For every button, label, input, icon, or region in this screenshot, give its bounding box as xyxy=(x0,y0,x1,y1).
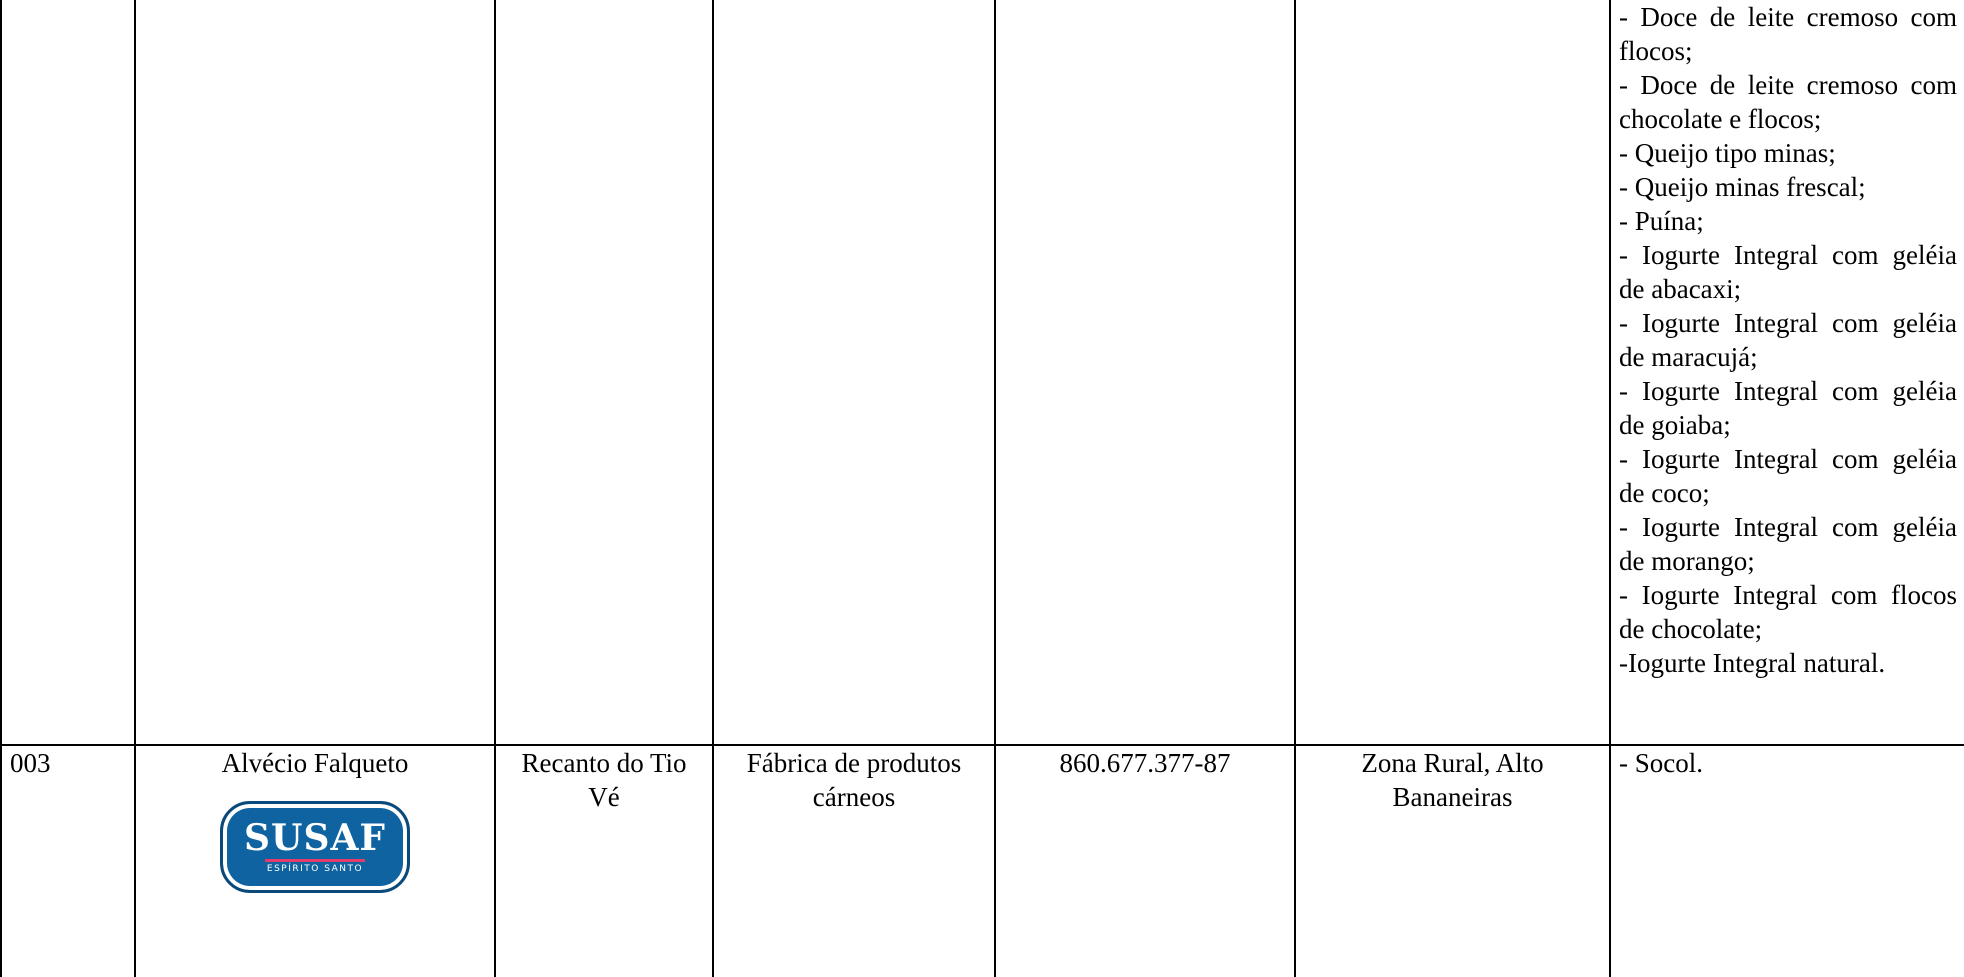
list-item: - Socol. xyxy=(1619,748,1703,778)
seal-title: SUSAF xyxy=(244,816,386,859)
list-item: - Queijo minas frescal; xyxy=(1619,172,1866,202)
cell-document xyxy=(995,745,1295,977)
seal-accent-bar xyxy=(265,859,365,862)
address: Zona Rural, Alto Bananeiras xyxy=(1361,748,1544,812)
susaf-seal-logo xyxy=(220,801,410,893)
product-list xyxy=(1619,0,1957,680)
list-item: - Iogurte Integral com flocos de chocolate; xyxy=(1619,580,1957,644)
cell-number xyxy=(1,0,135,745)
seal-wrap xyxy=(144,801,486,893)
cell-owner xyxy=(135,0,495,745)
cell-activity xyxy=(713,0,995,745)
table-row xyxy=(1,0,1964,745)
seal-subtitle: ESPÍRITO SANTO xyxy=(266,863,364,874)
table-row xyxy=(1,745,1964,977)
cell-address xyxy=(1295,0,1610,745)
cell-owner xyxy=(135,745,495,977)
activity-description: Fábrica de produtos cárneos xyxy=(746,748,962,812)
list-item: -Iogurte Integral natural. xyxy=(1619,648,1886,678)
cell-products xyxy=(1610,0,1964,745)
list-item: - Doce de leite cremoso com flocos; xyxy=(1619,2,1957,66)
document-number: 860.677.377-87 xyxy=(1059,748,1231,778)
list-item: - Iogurte Integral com geléia de maracujá; xyxy=(1619,308,1957,372)
establishment-name: Recanto do Tio Vé xyxy=(521,748,687,812)
cell-address xyxy=(1295,745,1610,977)
owner-name: Alvécio Falqueto xyxy=(221,748,409,778)
list-item: - Doce de leite cremoso com chocolate e flocos; xyxy=(1619,70,1957,134)
cell-number xyxy=(1,745,135,977)
list-item: - Iogurte Integral com geléia de abacaxi; xyxy=(1619,240,1957,304)
list-item: - Puína; xyxy=(1619,206,1704,236)
cell-establishment xyxy=(495,745,713,977)
list-item: - Queijo tipo minas; xyxy=(1619,138,1836,168)
cell-document xyxy=(995,0,1295,745)
cell-products xyxy=(1610,745,1964,977)
list-item: - Iogurte Integral com geléia de morango; xyxy=(1619,512,1957,576)
list-item: - Iogurte Integral com geléia de coco; xyxy=(1619,444,1957,508)
product-list xyxy=(1619,746,1957,780)
record-number: 003 xyxy=(10,748,51,778)
cell-activity xyxy=(713,745,995,977)
list-item: - Iogurte Integral com geléia de goiaba; xyxy=(1619,376,1957,440)
cell-establishment xyxy=(495,0,713,745)
